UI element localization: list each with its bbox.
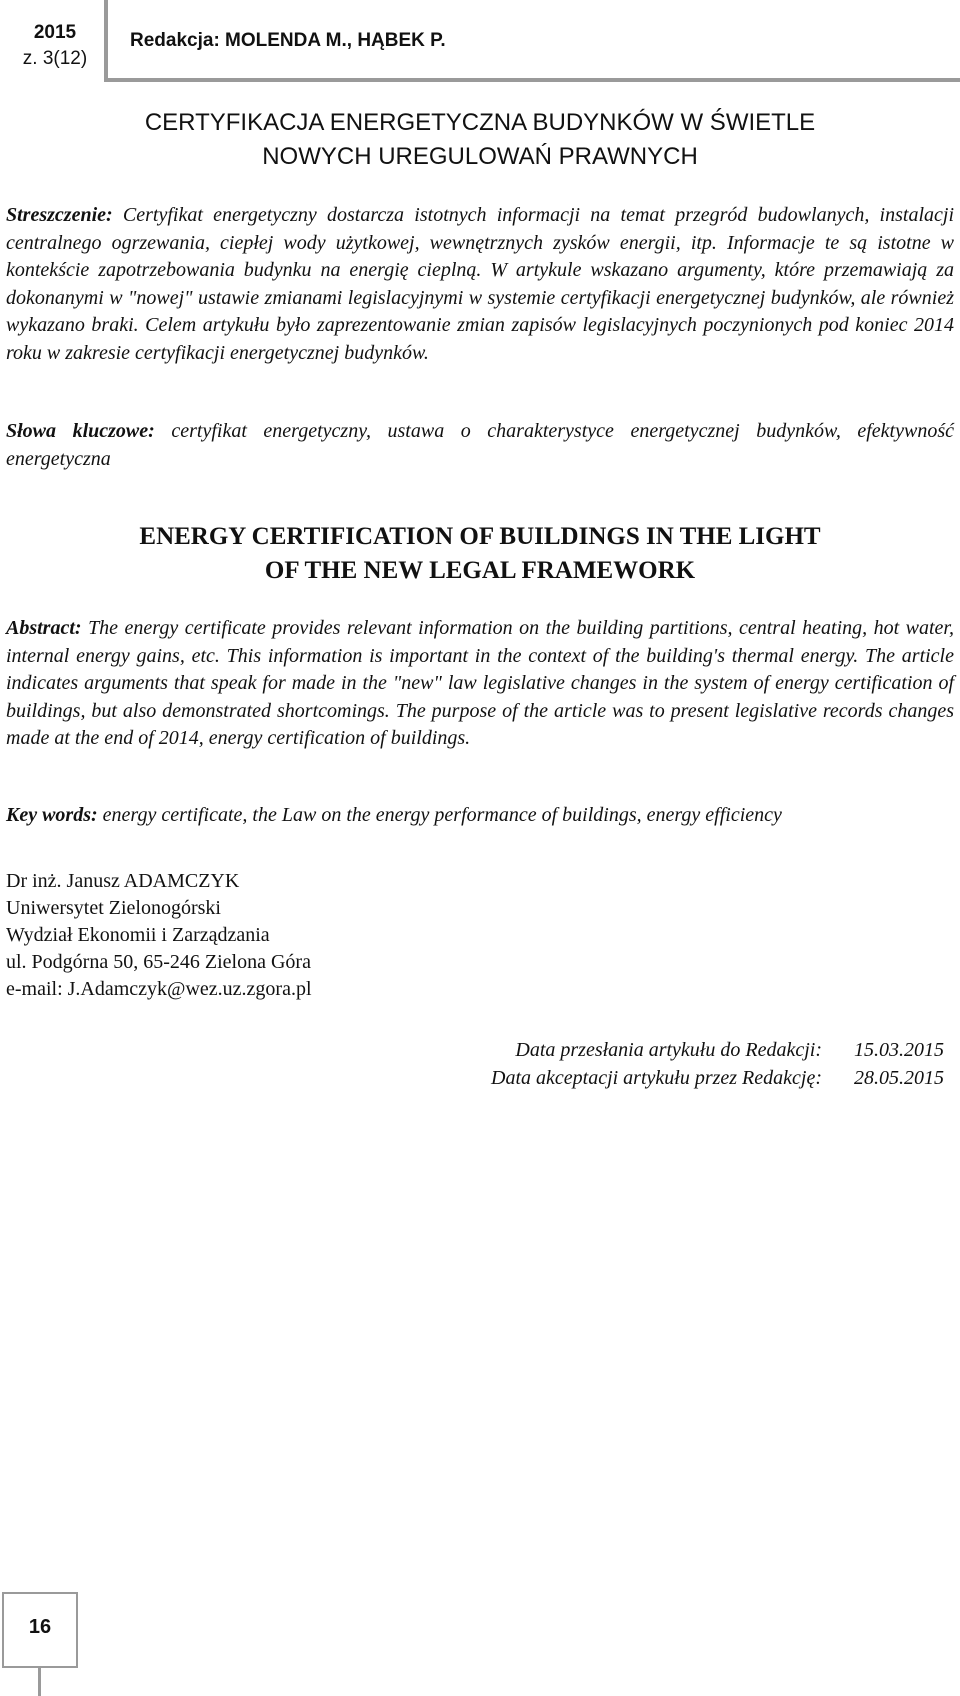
header-year: 2015 (33, 22, 77, 43)
page-header (0, 0, 960, 82)
article-dates (491, 1036, 944, 1092)
author-address: ul. Podgórna 50, 65-246 Zielona Góra (6, 951, 311, 973)
abstract-english-text: The energy certificate provides relevant information on the building partitions, central heating, hot water, internal energy gains, etc. This information is important in the context of the building's thermal energy. The article indicates arguments that speak for made in the "new" law legislative changes in the system of energy certification of buildings, but also demonstrated shortcomings. The purpose of the article was to present legislative records changes made at the end of 2014, energy certification of buildings. (6, 617, 954, 749)
author-university: Uniwersytet Zielonogórski (6, 897, 221, 919)
header-vertical-rule (104, 0, 108, 82)
title-english (0, 520, 960, 588)
abstract-polish-label: Streszczenie: (6, 204, 113, 226)
date-submitted-label: Data przesłania artykułu do Redakcji: (515, 1039, 822, 1061)
author-email: e-mail: J.Adamczyk@wez.uz.zgora.pl (6, 978, 312, 1000)
date-submitted-row (491, 1036, 944, 1064)
abstract-english-label: Abstract: (6, 617, 82, 639)
title-polish-line-1: CERTYFIKACJA ENERGETYCZNA BUDYNKÓW W ŚWIETLE (144, 109, 816, 136)
header-horizontal-rule (104, 78, 960, 82)
date-accepted-row (491, 1064, 944, 1092)
abstract-english (6, 615, 954, 753)
author-block (6, 868, 312, 1003)
author-faculty: Wydział Ekonomii i Zarządzania (6, 924, 270, 946)
keywords-english-text: energy certificate, the Law on the energy performance of buildings, energy efficiency (102, 804, 782, 826)
title-polish-line-2: NOWYCH UREGULOWAŃ PRAWNYCH (262, 143, 698, 170)
header-issue: z. 3(12) (22, 48, 88, 69)
keywords-polish (6, 418, 954, 473)
header-editors: Redakcja: MOLENDA M., HĄBEK P. (130, 30, 446, 51)
page-number-stem (38, 1666, 41, 1696)
title-english-line-1: ENERGY CERTIFICATION OF BUILDINGS IN THE LIGHT (139, 523, 821, 550)
page-number: 16 (28, 1616, 52, 1638)
date-accepted-value: 28.05.2015 (854, 1067, 944, 1089)
date-accepted-label: Data akceptacji artykułu przez Redakcję: (491, 1067, 822, 1089)
abstract-polish (6, 202, 954, 367)
keywords-polish-label: Słowa kluczowe: (6, 420, 155, 442)
author-name: Dr inż. Janusz ADAMCZYK (6, 870, 240, 892)
page-number-box (2, 1592, 78, 1668)
title-polish (0, 106, 960, 174)
title-english-line-2: OF THE NEW LEGAL FRAMEWORK (264, 557, 696, 584)
keywords-english (6, 802, 954, 830)
date-submitted-value: 15.03.2015 (854, 1039, 944, 1061)
keywords-english-label: Key words: (6, 804, 98, 826)
keywords-polish-text: certyfikat energetyczny, ustawa o charakterystyce energetycznej budynków, efektywność energetyczna (6, 420, 954, 470)
abstract-polish-text: Certyfikat energetyczny dostarcza istotnych informacji na temat przegród budowlanych, instalacji centralnego ogrzewania, ciepłej wody użytkowej, wewnętrznych zysków energii, itp. Informacje te są istotne w kontekście zapotrzebowania budynku na energię cieplną. W artykule wskazano argumenty, które przemawiają za dokonanymi w "nowej" ustawie zmianami legislacyjnymi w systemie certyfikacji energetycznej budynków, ale również wykazano braki. Celem artykułu było zaprezentowanie zmian zapisów legislacyjnych poczynionych pod koniec 2014 roku w zakresie certyfikacji energetycznej budynków. (6, 204, 955, 364)
